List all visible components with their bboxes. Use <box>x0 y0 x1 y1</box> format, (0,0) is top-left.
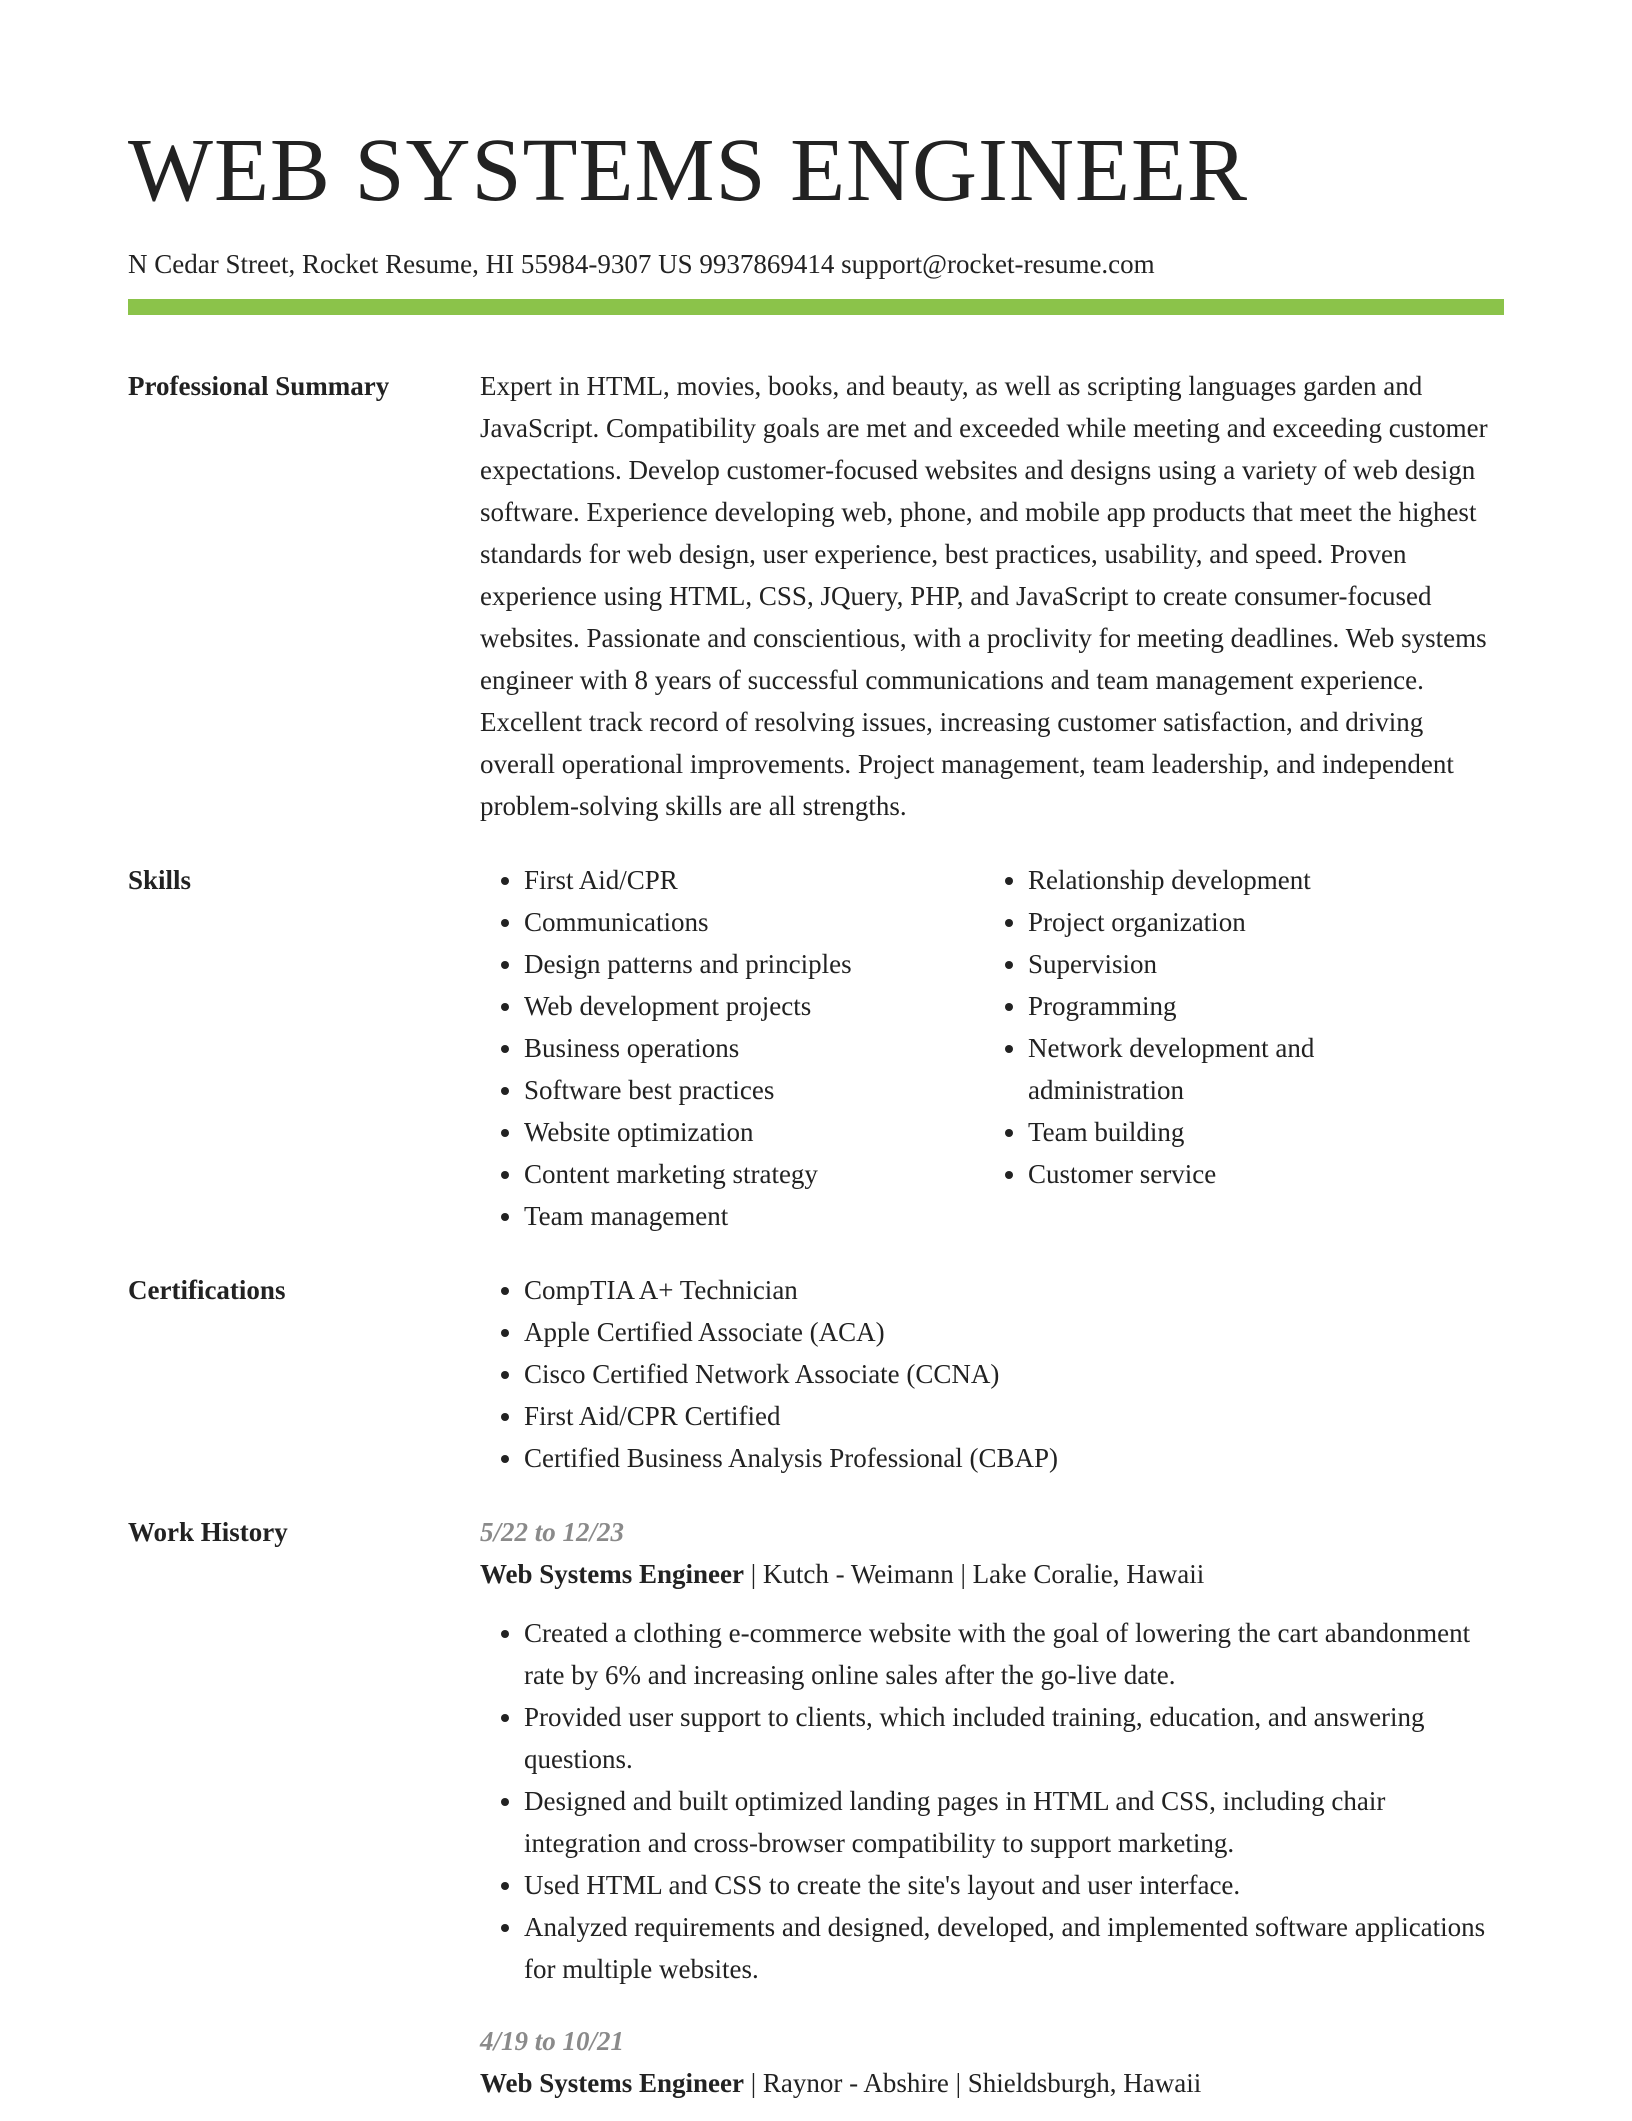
work-history-body <box>480 1511 1504 2121</box>
skills-label: Skills <box>128 865 192 895</box>
list-item: • Website optimization <box>524 1111 940 1153</box>
list-item: • Relationship development <box>1028 859 1504 901</box>
skills-list-right <box>984 859 1504 1237</box>
skills-columns <box>480 859 1504 1237</box>
list-item: • Communications <box>524 901 940 943</box>
job-entry <box>480 1511 1504 1990</box>
job-title: Web Systems Engineer <box>480 1559 745 1589</box>
list-item: • Programming <box>1028 985 1504 1027</box>
certifications-label: Certifications <box>128 1275 286 1305</box>
certifications-section <box>128 1269 1504 1479</box>
list-item: • Team building <box>1028 1111 1504 1153</box>
list-item: • Business operations <box>524 1027 940 1069</box>
job-bullets <box>480 1612 1504 1990</box>
list-item: • Cisco Certified Network Associate (CCNA) <box>524 1353 1504 1395</box>
job-dates: 5/22 to 12/23 <box>480 1517 625 1547</box>
list-item: • Analyzed requirements and designed, developed, and implemented software applications for multiple websites. <box>524 1906 1504 1990</box>
certifications-body <box>480 1269 1504 1479</box>
skills-body <box>480 859 1504 1237</box>
resume-header <box>128 0 1504 282</box>
job-entry <box>480 2020 1504 2104</box>
list-item: • Provided user support to clients, which included training, education, and answering questions. <box>524 1696 1504 1780</box>
contact-line: N Cedar Street, Rocket Resume, HI 55984-9307 US 9937869414 support@rocket-resume.com <box>128 249 1155 279</box>
list-item: • Supervision <box>1028 943 1504 985</box>
list-item: • First Aid/CPR <box>524 859 940 901</box>
list-item: • Apple Certified Associate (ACA) <box>524 1311 1504 1353</box>
skills-section <box>128 859 1504 1237</box>
skills-list-left <box>480 859 940 1237</box>
list-item: • Created a clothing e-commerce website with the goal of lowering the cart abandonment rate by 6% and increasing online sales after the go-live date. <box>524 1612 1504 1696</box>
summary-text: Expert in HTML, movies, books, and beauty, as well as scripting languages garden and JavaScript. Compatibility goals are met and exceeded while meeting and exceeding customer expectations. Develop customer-focused websites and designs using a variety of web design software. Experience developing web, phone, and mobile app products that meet the highest standards for web design, user experience, best practices, usability, and speed. Proven experience using HTML, CSS, JQuery, PHP, and JavaScript to create consumer-focused websites. Passionate and conscientious, with a proclivity for meeting deadlines. Web systems engineer with 8 years of successful communications and team management experience. Excellent track record of resolving issues, increasing customer satisfaction, and driving overall operational improvements. Project management, team leadership, and independent problem-solving skills are all strengths. <box>480 371 1488 821</box>
list-item: • Customer service <box>1028 1153 1504 1195</box>
list-item: • Software best practices <box>524 1069 940 1111</box>
list-item: • Designed and built optimized landing pages in HTML and CSS, including chair integration and cross-browser compatibility to support marketing. <box>524 1780 1504 1864</box>
work-history-label: Work History <box>128 1517 288 1547</box>
job-heading <box>480 1553 1504 1595</box>
list-item: • Web development projects <box>524 985 940 1027</box>
list-item: • Project organization <box>1028 901 1504 943</box>
list-item: • Certified Business Analysis Professional (CBAP) <box>524 1437 1504 1479</box>
list-item: • Team management <box>524 1195 940 1237</box>
work-history-section <box>128 1511 1504 2121</box>
list-item: • Network development and administration <box>1028 1027 1368 1111</box>
summary-label: Professional Summary <box>128 371 390 401</box>
job-details: | Kutch - Weimann | Lake Coralie, Hawaii <box>744 1559 1205 1589</box>
summary-section <box>128 365 1504 827</box>
summary-body <box>480 365 1504 827</box>
list-item: • CompTIA A+ Technician <box>524 1269 1504 1311</box>
list-item: • Content marketing strategy <box>524 1153 940 1195</box>
job-details: | Raynor - Abshire | Shieldsburgh, Hawaii <box>744 2068 1202 2098</box>
job-title: Web Systems Engineer <box>480 2068 745 2098</box>
list-item: • Design patterns and principles <box>524 943 940 985</box>
list-item: • Used HTML and CSS to create the site's layout and user interface. <box>524 1864 1504 1906</box>
list-item: • First Aid/CPR Certified <box>524 1395 1504 1437</box>
certifications-list <box>480 1269 1504 1479</box>
job-dates: 4/19 to 10/21 <box>480 2026 625 2056</box>
job-heading <box>480 2062 1504 2104</box>
resume-title: WEB SYSTEMS ENGINEER <box>128 121 1248 220</box>
accent-divider <box>128 299 1504 315</box>
